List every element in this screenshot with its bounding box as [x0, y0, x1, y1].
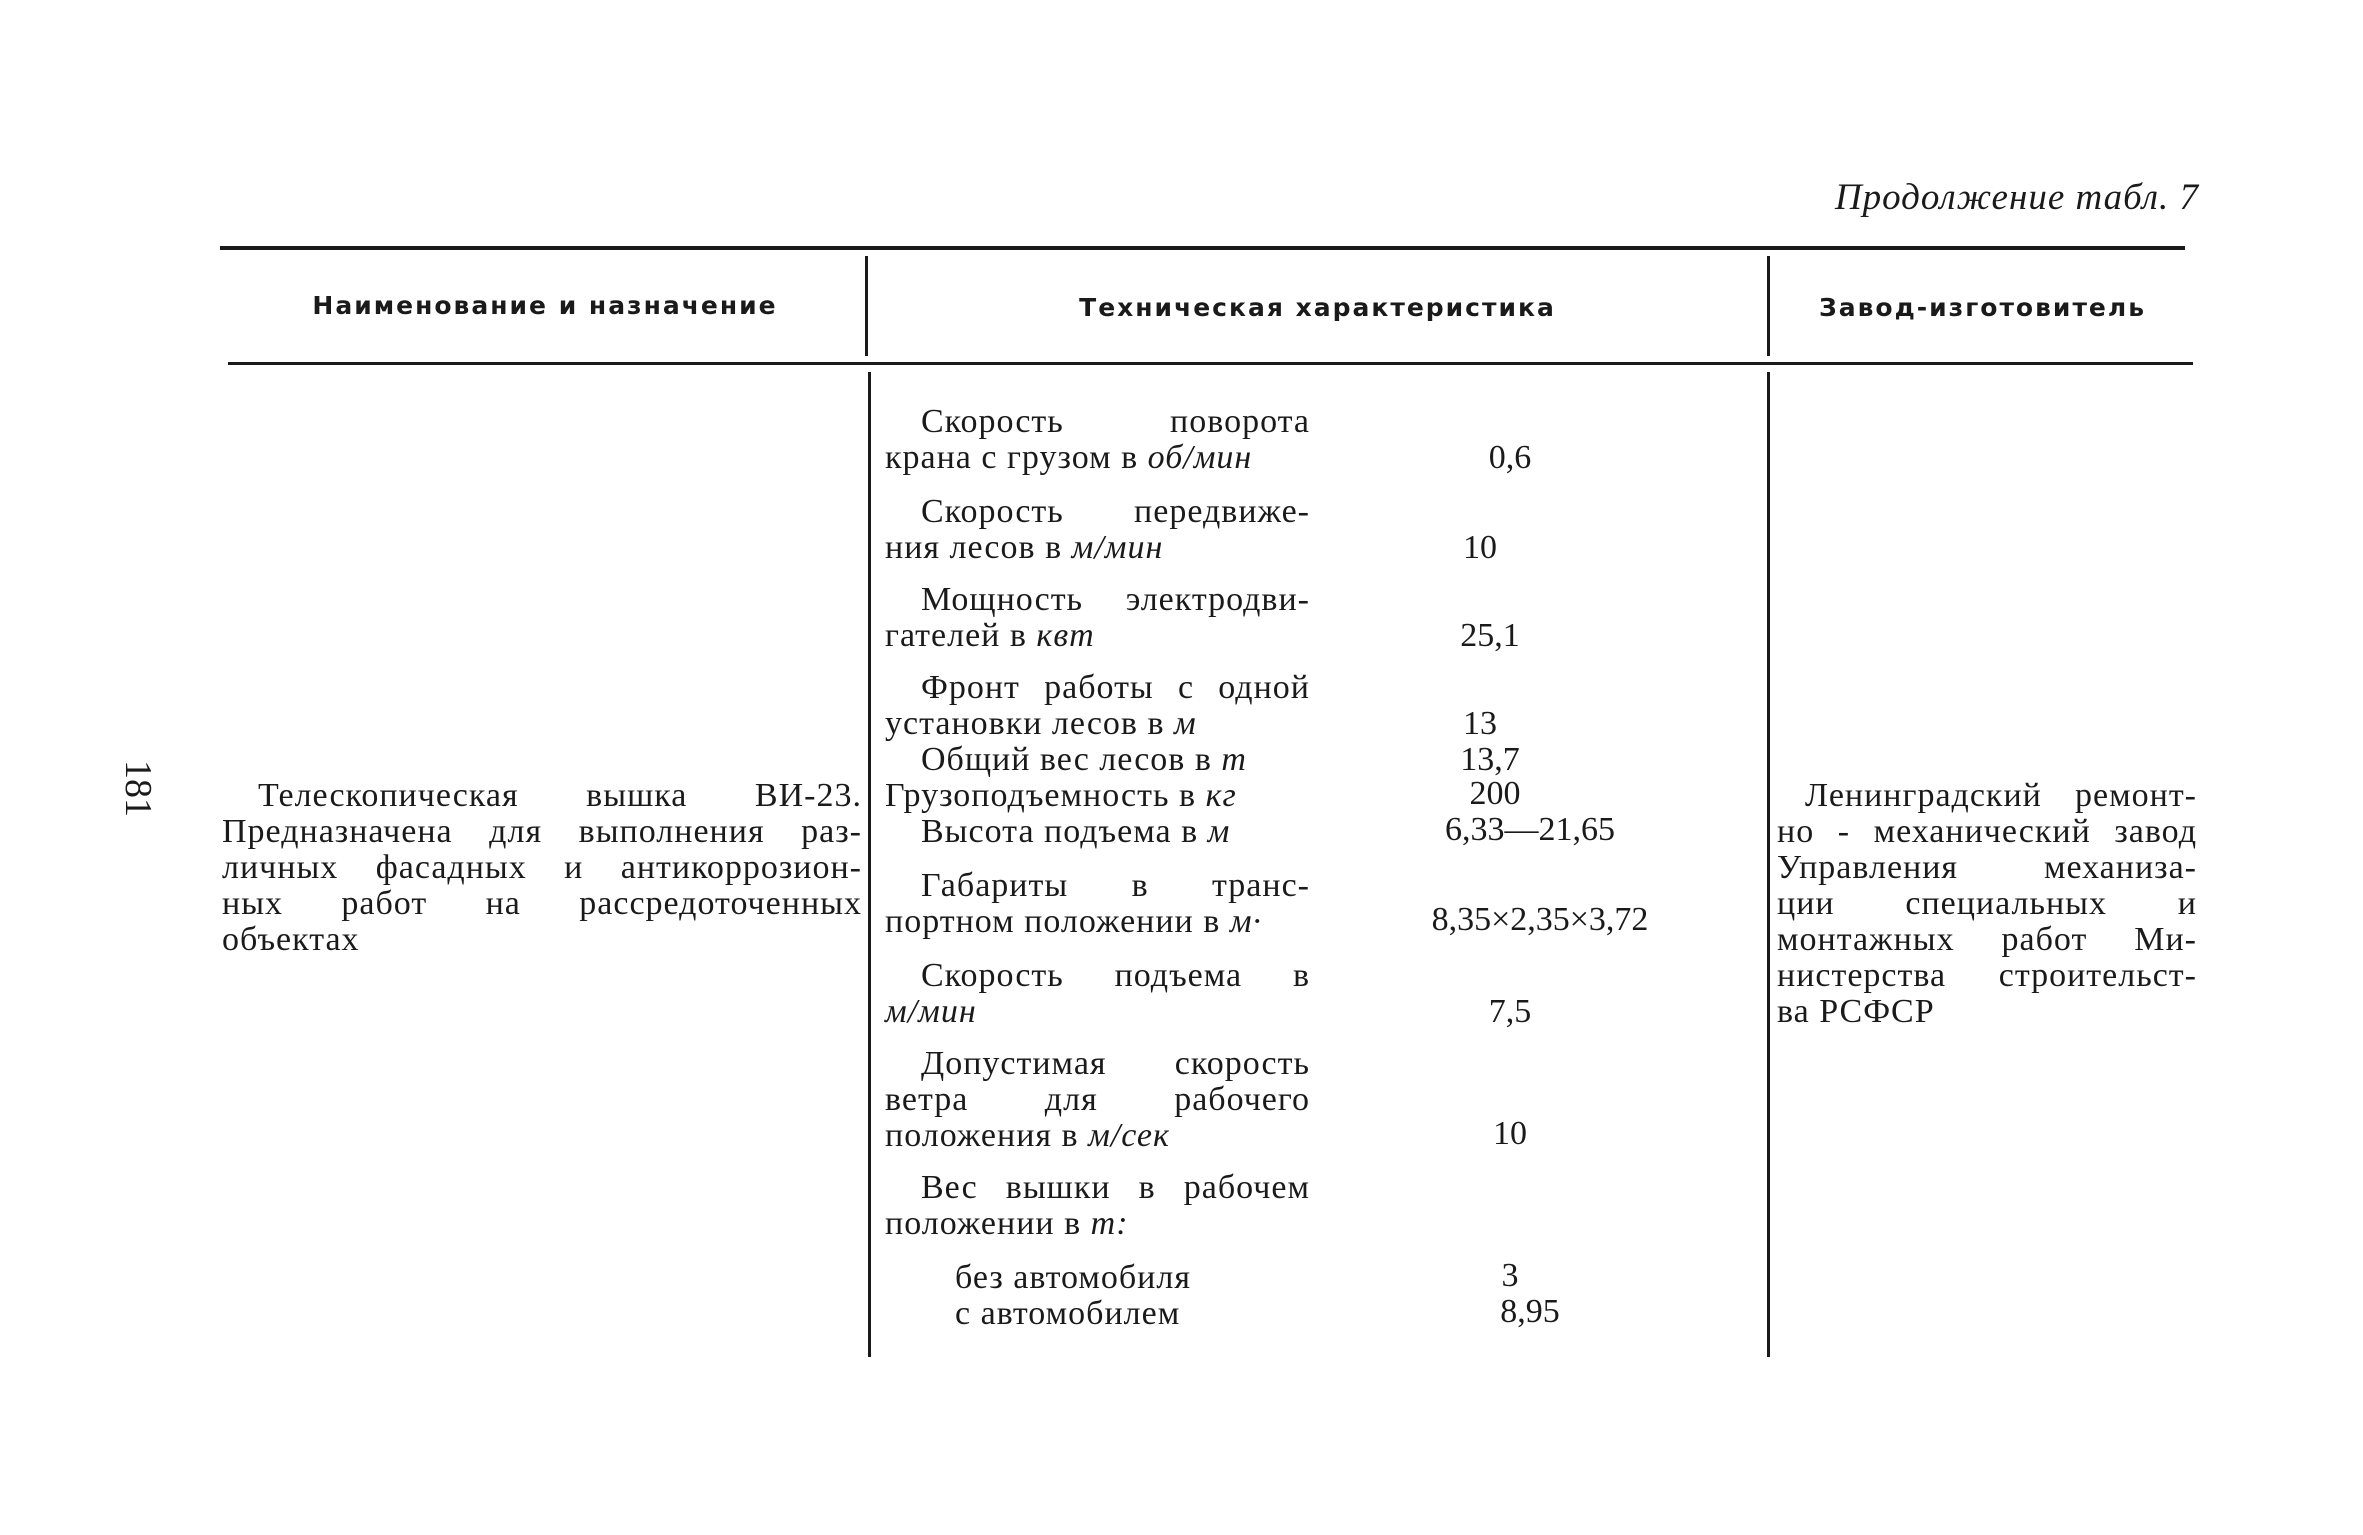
manufacturer-line: нистерства строительст- [1777, 957, 2197, 994]
name-line: ных работ на рассредоточенных [222, 885, 862, 922]
spec-value-lift-height: 6,33—21,65 [1445, 811, 1615, 848]
spec-label-rotation-speed: Скорость поворота крана с грузом в об/мин [885, 403, 1310, 476]
spec-label-scaffold-weight: Общий вес лесов в т [921, 741, 1247, 778]
column-header-name: Наименование и назначение [312, 291, 778, 320]
table-top-rule [220, 246, 2185, 250]
spec-value-dimensions: 8,35×2,35×3,72 [1431, 901, 1649, 938]
spec-value-work-front: 13 [1463, 705, 1497, 742]
spec-value-with-vehicle: 8,95 [1500, 1293, 1560, 1330]
column-divider-2-body [1767, 372, 1770, 1357]
spec-label-without-vehicle: без автомобиля [955, 1259, 1191, 1296]
spec-label-with-vehicle: с автомобилем [955, 1295, 1181, 1332]
name-line: личных фасадных и антикоррозион- [222, 849, 862, 886]
manufacturer-line: монтажных работ Ми- [1777, 921, 2197, 958]
manufacturer-line: Ленинградский ремонт- [1805, 777, 2197, 814]
spec-value-load-capacity: 200 [1469, 775, 1521, 812]
column-divider-2 [1767, 256, 1770, 356]
column-header-spec: Техническая характеристика [1079, 293, 1556, 322]
manufacturer-line: ва РСФСР [1777, 993, 1935, 1030]
table-caption: Продолжение табл. 7 [1834, 177, 2199, 218]
name-line: Предназначена для выполнения раз- [222, 813, 862, 850]
spec-label-lift-height: Высота подъема в м [921, 813, 1231, 850]
spec-label-tower-weight: Вес вышки в рабочем положении в т: [885, 1169, 1310, 1242]
spec-label-wind-speed: Допустимая скорость ветра для рабочего положения в м/сек [885, 1045, 1310, 1154]
manufacturer-line: но - механический завод [1777, 813, 2197, 850]
spec-label-work-front: Фронт работы с одной установки лесов в м [885, 669, 1310, 742]
manufacturer-line: Управления механиза- [1777, 849, 2197, 886]
spec-value-scaffold-weight: 13,7 [1460, 741, 1520, 778]
name-line: Телескопическая вышка ВИ-23. [258, 777, 862, 814]
column-divider-1-body [868, 372, 871, 1357]
equipment-name [222, 778, 862, 958]
spec-value-without-vehicle: 3 [1501, 1257, 1519, 1294]
column-header-manufacturer: Завод-изготовитель [1818, 293, 2147, 322]
spec-label-load-capacity: Грузоподъемность в кг [885, 777, 1237, 814]
spec-value-rotation-speed: 0,6 [1488, 439, 1532, 476]
spec-label-motor-power: Мощность электродви- гателей в квт [885, 581, 1310, 654]
column-divider-1 [865, 256, 868, 356]
name-line: объектах [222, 921, 360, 958]
spec-value-wind-speed: 10 [1493, 1115, 1527, 1152]
spec-value-motor-power: 25,1 [1460, 617, 1520, 654]
spec-value-travel-speed: 10 [1463, 529, 1497, 566]
spec-label-lift-speed: Скорость подъема в м/мин [885, 957, 1310, 1030]
page-number: 181 [117, 760, 159, 817]
manufacturer-line: ции специальных и [1777, 885, 2197, 922]
spec-value-lift-speed: 7,5 [1488, 993, 1532, 1030]
manufacturer [1777, 778, 2197, 1030]
header-bottom-rule [228, 362, 2193, 365]
spec-label-travel-speed: Скорость передвиже- ния лесов в м/мин [885, 493, 1310, 566]
spec-label-dimensions: Габариты в транс- портном положении в м· [885, 867, 1310, 940]
